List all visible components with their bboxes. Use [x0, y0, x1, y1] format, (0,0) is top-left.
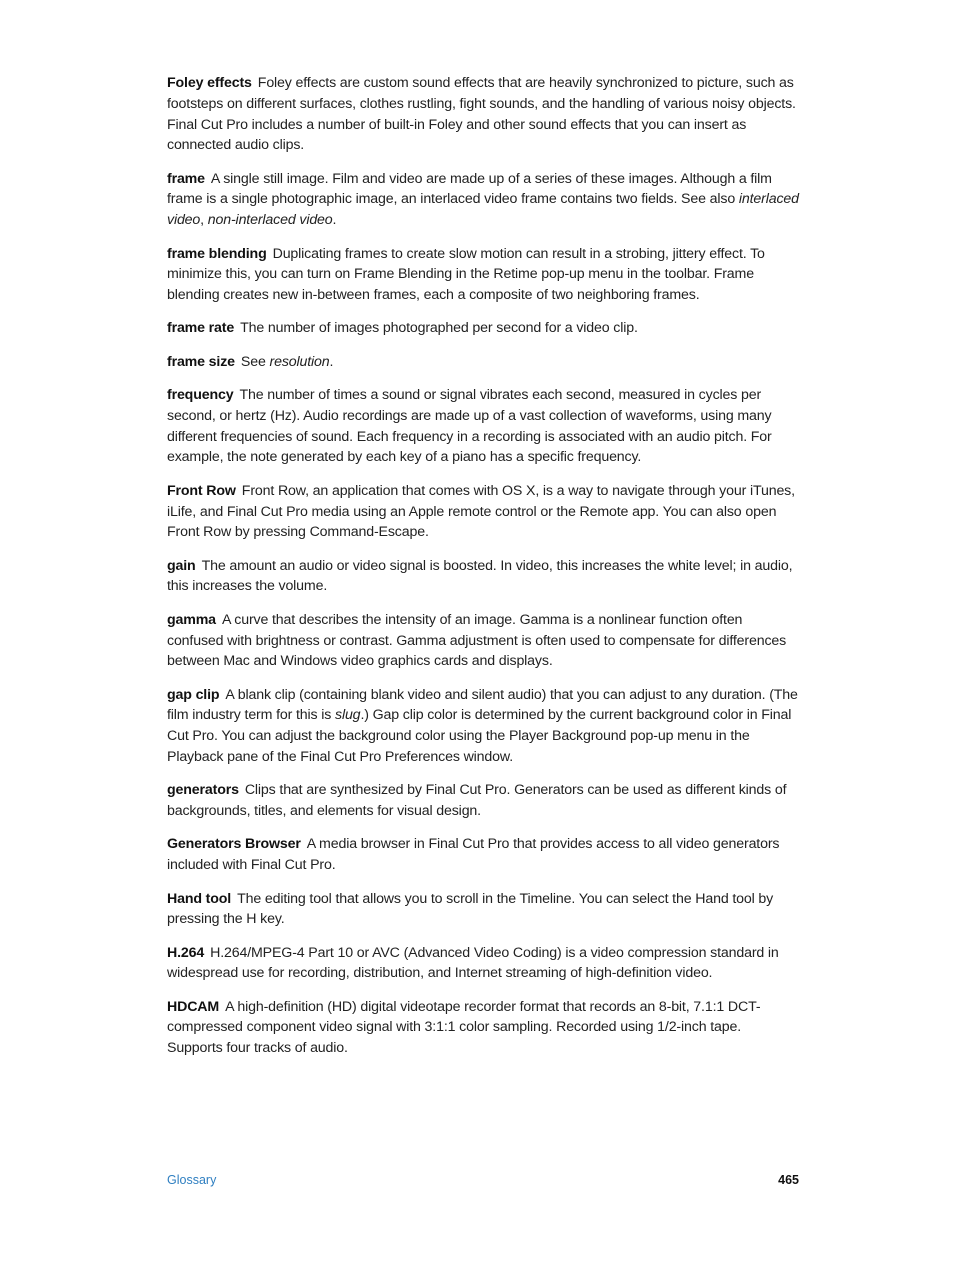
glossary-term: frame blending: [167, 245, 267, 262]
glossary-definition: [167, 999, 760, 1057]
glossary-entry: [167, 385, 799, 468]
glossary-term: gap clip: [167, 686, 220, 703]
definition-text: .: [332, 212, 337, 229]
glossary-entry: [167, 685, 799, 768]
definition-text: A media browser in Final Cut Pro that provides access to all video generators included with Final Cut Pro.: [167, 836, 780, 874]
page-footer: [167, 1173, 799, 1191]
definition-text: A curve that describes the intensity of an image. Gamma is a nonlinear function often confused with brightness or contrast. Gamma adjustment is often used to compensate for differences between Mac and Windows video graphics cards and displays.: [167, 611, 787, 670]
definition-text: The editing tool that allows you to scroll in the Timeline. You can select the Hand tool by pressing the H key.: [167, 890, 774, 928]
cross-reference: resolution: [269, 353, 330, 370]
glossary-term: frame: [167, 170, 205, 187]
glossary-entry: [167, 169, 799, 231]
definition-text: The amount an audio or video signal is boosted. In video, this increases the white level; in audio, this increases the volume.: [167, 557, 793, 595]
definition-text: H.264/MPEG-4 Part 10 or AVC (Advanced Video Coding) is a video compression standard in widespread use for recording, distribution, and Internet streaming of high-definition video.: [167, 944, 779, 982]
glossary-term: Generators Browser: [167, 836, 301, 853]
glossary-entry: [167, 73, 799, 156]
glossary-entry: [167, 481, 799, 543]
definition-text: A blank clip (containing blank video and silent audio) that you can adjust to any duration. (The film industry term for this is: [167, 686, 798, 724]
glossary-page: [167, 73, 799, 1072]
glossary-term: generators: [167, 782, 239, 799]
glossary-term: frame size: [167, 353, 235, 370]
cross-reference: slug: [335, 707, 361, 724]
definition-text: Clips that are synthesized by Final Cut Pro. Generators can be used as different kinds of backgrounds, titles, and elements for visual design.: [167, 782, 787, 820]
glossary-term: frequency: [167, 387, 234, 404]
glossary-entry: [167, 943, 799, 985]
definition-text: A high-definition (HD) digital videotape recorder format that records an 8-bit, 7.1:1 DCT-compressed component video signal with 3:1:1 color sampling. Recorded using 1/2-inch tape. Supports four tracks of audio.: [167, 998, 761, 1057]
glossary-definition: [167, 75, 796, 153]
cross-reference: interlaced video: [167, 191, 799, 229]
glossary-term: gamma: [167, 611, 216, 628]
definition-text: .: [329, 353, 334, 370]
definition-text: See: [240, 353, 270, 370]
definition-text: The number of times a sound or signal vibrates each second, measured in cycles per second, or hertz (Hz). Audio recordings are made up of a vast collection of waveforms, using many different frequencies of sound. Each frequency in a recording is associated with an audio pitch. For example, the note generated by each key of a piano has a specific frequency.: [167, 387, 772, 466]
glossary-definition: [167, 891, 773, 928]
glossary-term: Foley effects: [167, 75, 252, 91]
footer-section-link[interactable]: Glossary: [167, 1173, 217, 1187]
glossary-entry: [167, 889, 799, 931]
page-number: 465: [778, 1173, 799, 1187]
glossary-definition: [167, 687, 798, 765]
glossary-definition: [167, 558, 792, 595]
glossary-term: Front Row: [167, 482, 236, 499]
glossary-entry: [167, 318, 799, 339]
glossary-term: gain: [167, 557, 196, 574]
glossary-definition: [240, 320, 638, 336]
glossary-definition: [167, 387, 772, 465]
glossary-definition: [167, 483, 795, 541]
glossary-term: frame rate: [167, 320, 235, 337]
glossary-term: H.264: [167, 944, 205, 961]
definition-text: Front Row, an application that comes with OS X, is a way to navigate through your iTunes, iLife, and Final Cut Pro media using an Apple remote control or the Remote app. You can also open Front Row by pressing Command-Escape.: [167, 482, 795, 541]
definition-text: ,: [200, 212, 208, 229]
glossary-term: HDCAM: [167, 998, 220, 1015]
glossary-definition: [167, 945, 779, 982]
glossary-entry: [167, 244, 799, 306]
definition-text: Foley effects are custom sound effects that are heavily synchronized to picture, such as footsteps on different surfaces, clothes rustling, fight sounds, and the handling of various noisy objects. Final Cut Pro includes a number of built-in Foley and other sound effects that you can insert as connected audio clips.: [167, 75, 796, 154]
definition-text: A single still image. Film and video are made up of a series of these images. Although a film frame is a single photographic image, an interlaced video frame contains two fields. See also: [167, 170, 772, 208]
glossary-definition: [167, 612, 786, 670]
glossary-entry: [167, 352, 799, 373]
cross-reference: non-interlaced video: [207, 212, 333, 229]
definition-text: Duplicating frames to create slow motion can result in a strobing, jittery effect. To minimize this, you can turn on Frame Blending in the Retime pop-up menu in the toolbar. Frame blending creates new in-between frames, each a composite of two neighboring frames.: [167, 245, 765, 304]
glossary-entry: [167, 834, 799, 876]
glossary-entries: [167, 73, 799, 1059]
glossary-entry: [167, 997, 799, 1059]
definition-text: .) Gap clip color is determined by the current background color in Final Cut Pro. You can adjust the background color using the Player Background pop-up menu in the Playback pane of the Final Cut Pro Preferences window.: [167, 707, 792, 766]
definition-text: The number of images photographed per second for a video clip.: [240, 320, 638, 337]
glossary-entry: [167, 780, 799, 822]
glossary-definition: [241, 354, 333, 370]
glossary-entry: [167, 610, 799, 672]
glossary-definition: [167, 782, 786, 819]
glossary-entry: [167, 556, 799, 598]
glossary-term: Hand tool: [167, 890, 232, 907]
glossary-definition: [167, 171, 799, 229]
